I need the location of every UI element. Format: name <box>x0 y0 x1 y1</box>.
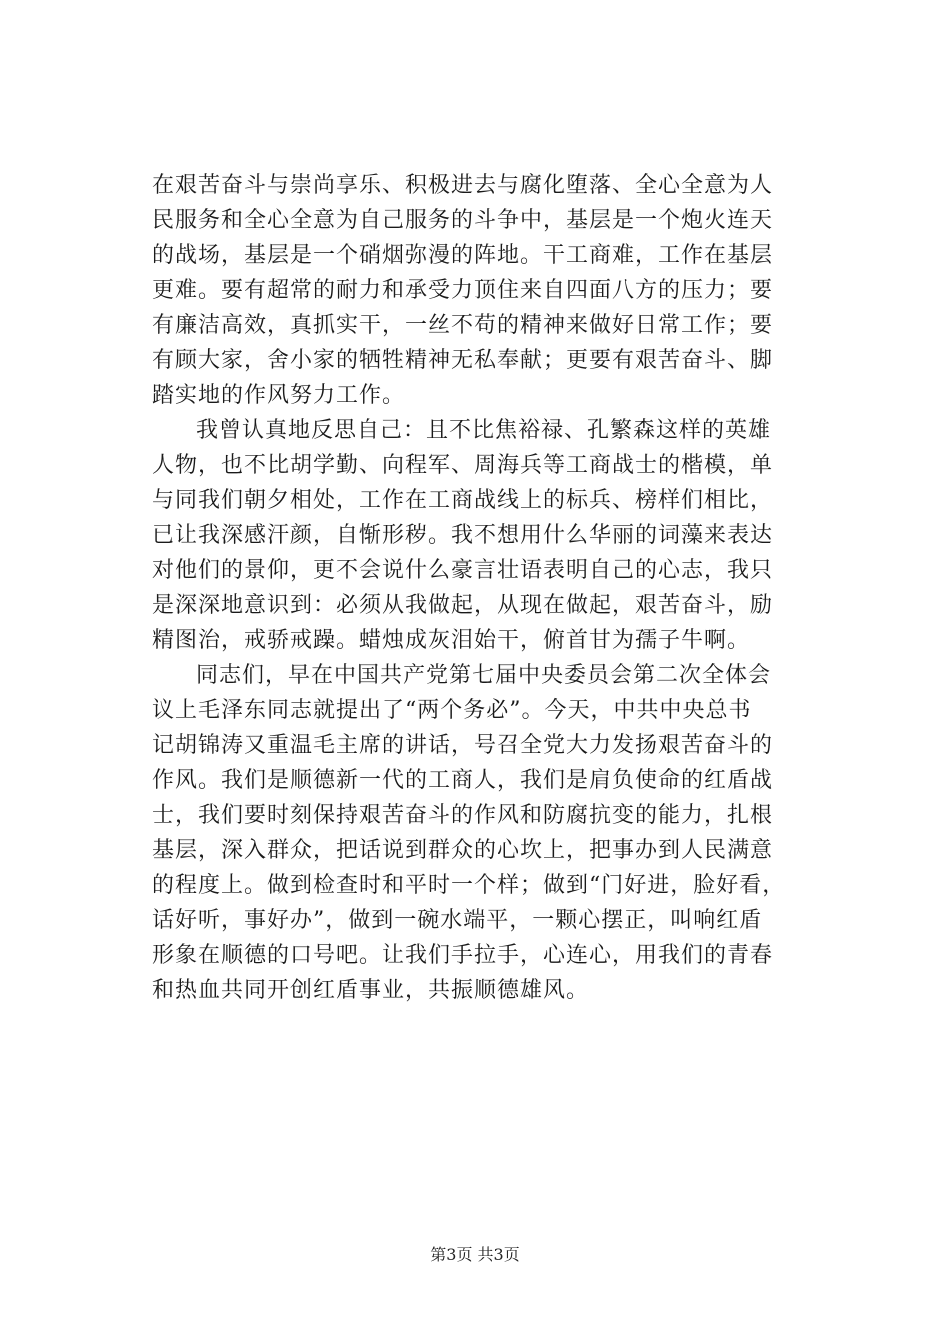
text-line: 对他们的景仰，更不会说什么豪言壮语表明自己的心志，我只 <box>152 558 774 583</box>
paragraph-2 <box>152 413 842 658</box>
text-line: 精图治，戒骄戒躁。蜡烛成灰泪始干，俯首甘为孺子牛啊。 <box>152 628 751 653</box>
text-line: 的战场，基层是一个硝烟弥漫的阵地。干工商难，工作在基层 <box>152 243 774 268</box>
text-line: 基层，深入群众，把话说到群众的心坎上，把事办到人民满意 <box>152 838 774 863</box>
text-line: 和热血共同开创红盾事业，共振顺德雄风。 <box>152 978 590 1003</box>
text-line: 与同我们朝夕相处，工作在工商战线上的标兵、榜样们相比， <box>152 488 774 513</box>
text-line: 议上毛泽东同志就提出了“两个务必”。今天，中共中央总书 <box>152 698 752 723</box>
text-line: 踏实地的作风努力工作。 <box>152 383 406 408</box>
text-line: 作风。我们是顺德新一代的工商人，我们是肩负使命的红盾战 <box>152 768 774 793</box>
text-line: 是深深地意识到：必须从我做起，从现在做起，艰苦奋斗，励 <box>152 593 774 618</box>
text-line: 士，我们要时刻保持艰苦奋斗的作风和防腐抗变的能力，扎根 <box>152 803 774 828</box>
text-line: 形象在顺德的口号吧。让我们手拉手，心连心，用我们的青春 <box>152 943 774 968</box>
text-line: 民服务和全心全意为自己服务的斗争中，基层是一个炮火连天 <box>152 208 774 233</box>
text-line: 已让我深感汗颜，自惭形秽。我不想用什么华丽的词藻来表达 <box>152 523 774 548</box>
document-body <box>152 168 842 1008</box>
page-number-footer: 第3页 共3页 <box>430 1245 520 1264</box>
text-line: 更难。要有超常的耐力和承受力顶住来自四面八方的压力；要 <box>152 278 774 303</box>
paragraph-3 <box>152 658 842 1008</box>
text-line: 话好听，事好办”，做到一碗水端平，一颗心摆正，叫响红盾 <box>152 908 763 933</box>
text-line: 记胡锦涛又重温毛主席的讲话，号召全党大力发扬艰苦奋斗的 <box>152 733 774 758</box>
text-line: 同志们，早在中国共产党第七届中央委员会第二次全体会 <box>196 663 772 688</box>
text-line: 的程度上。做到检查时和平时一个样；做到“门好进，脸好看， <box>152 873 786 898</box>
text-line: 有廉洁高效，真抓实干，一丝不苟的精神来做好日常工作；要 <box>152 313 774 338</box>
text-line: 有顾大家，舍小家的牺牲精神无私奉献；更要有艰苦奋斗、脚 <box>152 348 774 373</box>
text-line: 在艰苦奋斗与崇尚享乐、积极进去与腐化堕落、全心全意为人 <box>152 173 774 198</box>
paragraph-1 <box>152 168 842 413</box>
text-line: 人物，也不比胡学勤、向程军、周海兵等工商战士的楷模，单 <box>152 453 774 478</box>
text-line: 我曾认真地反思自己：且不比焦裕禄、孔繁森这样的英雄 <box>196 418 772 443</box>
